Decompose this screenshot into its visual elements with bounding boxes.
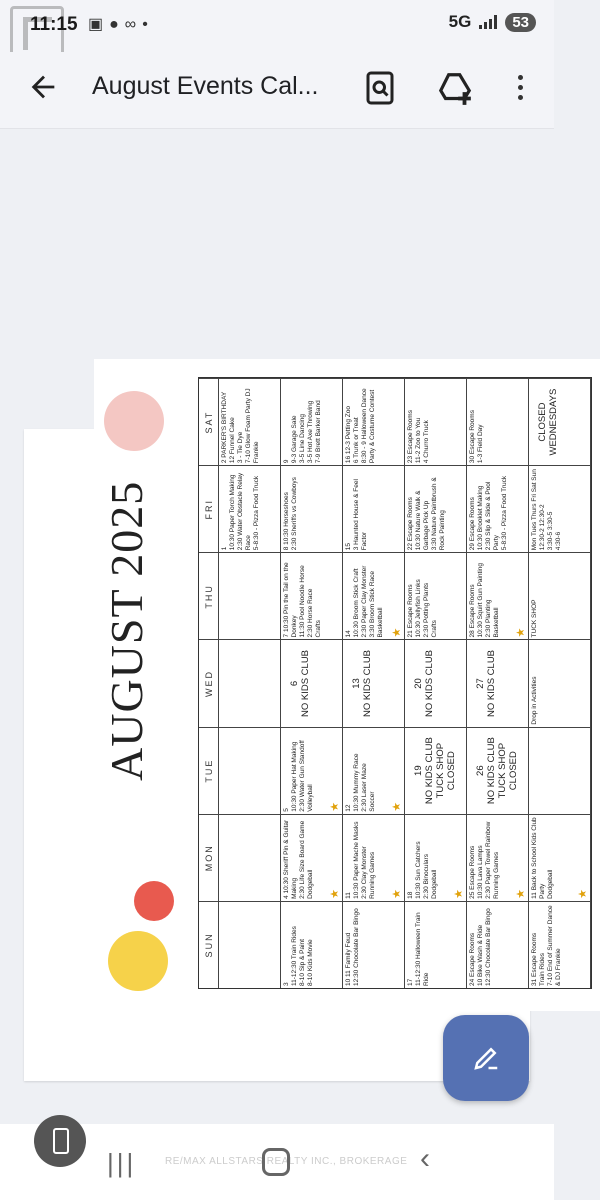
- calendar-day-cell: CLOSED WEDNESDAYS: [529, 378, 591, 465]
- calendar-day-cell: 21 Escape Rooms 10:30 Jellyfish Links 2:30 Potting Plants Crafts: [405, 552, 467, 639]
- calendar-day-cell: 19 NO KIDS CLUB TUCK SHOP CLOSED: [405, 727, 467, 814]
- day-header-mon: MON: [199, 814, 219, 901]
- calendar-grid: [198, 377, 592, 989]
- watermelon-decoration: [134, 881, 174, 921]
- calendar-day-cell: 11 10:30 Paper Mache Masks 2:30 Clay Monster Running Games ★: [343, 814, 405, 901]
- calendar-day-cell: 4 10:30 Sheriff Pin & Guitar Making 2:30 Life Size Board Game Dodgeball ★: [281, 814, 343, 901]
- calendar-day-cell: 8 10:30 Horseshoes 2:30 Sheriffs vs Cowboys: [281, 465, 343, 552]
- brokerage-credit: RE/MAX ALLSTARS REALTY INC., BROKERAGE: [165, 1156, 408, 1167]
- day-header-tue: TUE: [199, 727, 219, 814]
- calendar-day-cell: 1 10:30 Paper Torch Making 2:30 Water Obstacle Relay Race 5-8:30 - Pizza Food Truck: [219, 465, 281, 552]
- lemon-decoration: [108, 931, 168, 991]
- calendar-day-cell: 10 11 Family Feud 12:30 Chocolate Bar Bingo: [343, 901, 405, 988]
- calendar-day-cell: Mon Tues Thurs Fri Sat Sun 12:30-2 12:30-2 3:30-5 3:30-5 4:30-6: [529, 465, 591, 552]
- day-header-fri: FRI: [199, 465, 219, 552]
- edit-pencil-icon: [471, 1043, 501, 1073]
- calendar-day-cell: TUCK SHOP: [529, 552, 591, 639]
- calendar: [94, 359, 600, 1011]
- day-header-thu: THU: [199, 552, 219, 639]
- calendar-day-cell: 17 11-12:30 Halloween Train Ride: [405, 901, 467, 988]
- calendar-day-cell: 30 Escape Rooms 1-3 Field Day: [467, 378, 529, 465]
- more-vert-icon[interactable]: [508, 70, 532, 108]
- calendar-day-cell: 20 NO KIDS CLUB: [405, 639, 467, 726]
- day-header-wed: WED: [199, 639, 219, 726]
- calendar-day-cell: 15 3 Haunted House & Feel Factor: [343, 465, 405, 552]
- calendar-day-cell: 14 10:30 Broom Stick Craft 2:30 Paper Clay Monster 3:30 Broom Stick Race Basketball ★: [343, 552, 405, 639]
- calendar-day-cell: 2 PARKER'S BIRTHDAY 12 Funnel Cake 3 - Tie Dye 7-10 Glow Foam Party DJ Frankie: [219, 378, 281, 465]
- star-icon: ★: [453, 888, 465, 899]
- calendar-day-cell: 9 9-3 Garage Sale 3-5 Line Dancing 3-5 Hot Axe Throwing 7-9 Brett Barker Band: [281, 378, 343, 465]
- calendar-day-cell: [219, 814, 281, 901]
- rotated-calendar: [94, 359, 600, 1011]
- status-time: 11:15: [30, 14, 78, 35]
- calendar-day-cell: [219, 727, 281, 814]
- app-bar: [0, 52, 554, 129]
- voicemail-icon: ∞: [124, 16, 143, 33]
- calendar-day-cell: 18 10:30 Sun Catchers 2:30 Binoculars Dodgeball ★: [405, 814, 467, 901]
- calendar-page: [24, 388, 589, 1081]
- star-icon: ★: [391, 888, 403, 899]
- calendar-day-cell: [529, 727, 591, 814]
- calendar-day-cell: 29 Escape Rooms 10:30 Brooklet Making 2:30 Slip & Slide & Pool Party 5-8:30 - Pizza Food Truck: [467, 465, 529, 552]
- star-icon: ★: [515, 888, 527, 899]
- star-icon: ★: [329, 801, 341, 812]
- status-bar: [0, 0, 554, 52]
- system-nav-bar: [0, 1124, 554, 1200]
- search-in-document-icon[interactable]: [362, 70, 400, 108]
- home-icon[interactable]: [262, 1148, 290, 1176]
- calendar-day-cell: 11 Back to School Kids Club Party Dodgeball ★: [529, 814, 591, 901]
- chat-icon: ●: [109, 16, 125, 33]
- dot-icon: •: [142, 16, 154, 33]
- screenshot-icon: ▣: [88, 16, 110, 33]
- star-icon: ★: [577, 888, 589, 899]
- star-icon: ★: [515, 627, 527, 638]
- calendar-day-cell: 31 Escape Rooms Train Rides 7-10 End of Summer Dance & DJ Frankie: [529, 901, 591, 988]
- day-header-sat: SAT: [199, 378, 219, 465]
- calendar-day-cell: 13 NO KIDS CLUB: [343, 639, 405, 726]
- calendar-day-cell: 5 10:30 Paper Hat Making 2:30 Water Gun Standoff Volleyball ★: [281, 727, 343, 814]
- calendar-day-cell: Drop in Activities: [529, 639, 591, 726]
- calendar-day-cell: [219, 901, 281, 988]
- recent-apps-icon[interactable]: |||: [107, 1148, 137, 1178]
- calendar-day-cell: [219, 552, 281, 639]
- status-right: [449, 12, 536, 32]
- pineapple-decoration: [104, 391, 164, 451]
- calendar-day-cell: 6 NO KIDS CLUB: [281, 639, 343, 726]
- calendar-day-cell: 7 10:30 Pin the Tail on the Donkey 11:30 Pool Noodle Horse 2:30 Horse Race Crafts: [281, 552, 343, 639]
- calendar-day-cell: 25 Escape Rooms 10:30 Lava Lamps 2:30 Paper Towel Rainbow Running Games ★: [467, 814, 529, 901]
- calendar-day-cell: 26 NO KIDS CLUB TUCK SHOP CLOSED: [467, 727, 529, 814]
- edit-fab-button[interactable]: [443, 1015, 529, 1101]
- calendar-day-cell: 3 11-12:30 Train Rides 8-10 Sip & Paint 8-10 Kids Movie: [281, 901, 343, 988]
- back-icon[interactable]: ‹: [420, 1142, 430, 1175]
- document-title: August Events Cal...: [92, 72, 319, 100]
- signal-icon: [479, 15, 497, 29]
- day-header-sun: SUN: [199, 901, 219, 988]
- star-icon: ★: [391, 627, 403, 638]
- calendar-day-cell: [219, 639, 281, 726]
- add-to-drive-icon[interactable]: [436, 70, 474, 108]
- star-icon: ★: [391, 801, 403, 812]
- calendar-day-cell: 27 NO KIDS CLUB: [467, 639, 529, 726]
- calendar-day-cell: 28 Escape Rooms 10:30 Squirt Gun Painting 2:30 Planting Basketball ★: [467, 552, 529, 639]
- star-icon: ★: [329, 888, 341, 899]
- calendar-day-cell: 24 Escape Rooms 10 Bike Wash & Ride 12:30 Chocolate Bar Bingo: [467, 901, 529, 988]
- calendar-day-cell: 22 Escape Rooms 10:30 Nature Walk & Garbage Pick Up 3:30 Nature Paintbrush & Rock Painting: [405, 465, 467, 552]
- notification-icons: [88, 14, 154, 34]
- calendar-title: AUGUST 2025: [101, 480, 152, 781]
- screenshot-icon[interactable]: [34, 1115, 86, 1167]
- calendar-day-cell: 12 10:30 Mummy Race 2:30 Laser Maze Soccer ★: [343, 727, 405, 814]
- back-arrow-icon[interactable]: [26, 70, 62, 106]
- document-viewer[interactable]: [0, 129, 589, 1124]
- battery-badge: 53: [505, 13, 536, 32]
- calendar-day-cell: 16 12-3 Petting Zoo 6 Trunk or Treat 8:30 - 9 Halloween Dance Party & Costume Contest: [343, 378, 405, 465]
- calendar-day-cell: 23 Escape Rooms 11-2 Zoo to You 4 Churro Truck: [405, 378, 467, 465]
- network-label: 5G: [448, 12, 472, 31]
